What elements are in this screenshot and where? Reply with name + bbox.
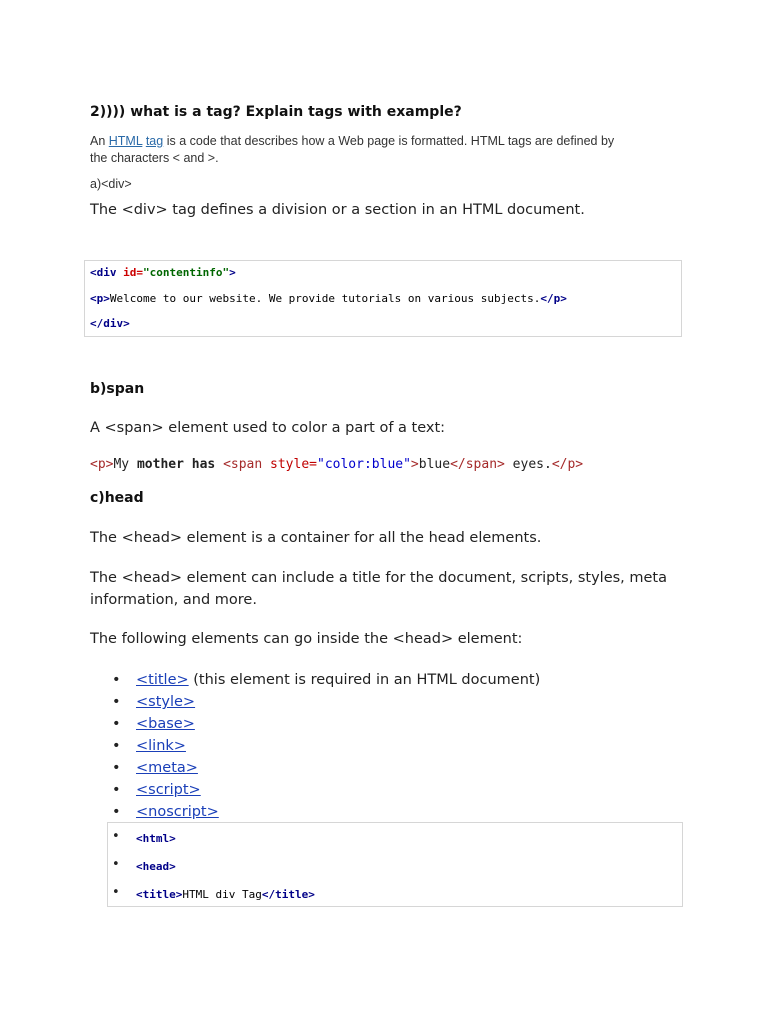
base-link[interactable]: <base> [136, 716, 195, 732]
tag-link[interactable]: tag [145, 134, 164, 148]
div-code-line-3: </div> [90, 317, 130, 330]
list-item: • <title>HTML div Tag</title> [112, 885, 315, 901]
list-item: • <noscript> [112, 804, 219, 820]
intro-paragraph: An HTML tag is a code that describes how a Web page is formatted. HTML tags are defined by the characters < and >. [90, 134, 615, 165]
list-item: • <script> [112, 782, 201, 798]
question-heading: 2)))) what is a tag? Explain tags with example? [90, 104, 462, 120]
div-label: a)<div> [90, 177, 132, 191]
list-item: • <style> [112, 694, 196, 710]
html-link[interactable]: HTML [108, 134, 143, 148]
div-description: The <div> tag defines a division or a section in an HTML document. [90, 202, 585, 218]
list-item: • <html> [112, 829, 176, 845]
list-item: • <base> [112, 716, 195, 732]
span-code-line: <p>My mother has <span style="color:blue">blue</span> eyes.</p> [90, 457, 584, 472]
head-code-list [112, 826, 315, 910]
div-code-line-2: <p>Welcome to our website. We provide tutorials on various subjects.</p> [90, 292, 567, 305]
list-item: • <head> [112, 857, 176, 873]
list-item: • <meta> [112, 760, 198, 776]
head-paragraph-2b: information, and more. [90, 592, 257, 608]
title-link[interactable]: <title> [136, 672, 189, 688]
noscript-link[interactable]: <noscript> [136, 804, 219, 820]
list-item: • <title> (this element is required in an HTML document) [112, 672, 541, 688]
meta-link[interactable]: <meta> [136, 760, 198, 776]
style-link[interactable]: <style> [136, 694, 196, 710]
list-item: • <link> [112, 738, 186, 754]
div-code-line-1: <div id="contentinfo"> [90, 266, 236, 279]
span-description: A <span> element used to color a part of a text: [90, 420, 446, 436]
link-link[interactable]: <link> [136, 738, 186, 754]
head-paragraph-2a: The <head> element can include a title for the document, scripts, styles, meta [90, 570, 668, 586]
script-link[interactable]: <script> [136, 782, 201, 798]
head-elements-list [110, 669, 540, 823]
span-heading: b)span [90, 381, 145, 397]
head-heading: c)head [90, 490, 144, 506]
head-paragraph-3: The following elements can go inside the <head> element: [90, 631, 523, 647]
head-paragraph-1: The <head> element is a container for all the head elements. [90, 530, 542, 546]
